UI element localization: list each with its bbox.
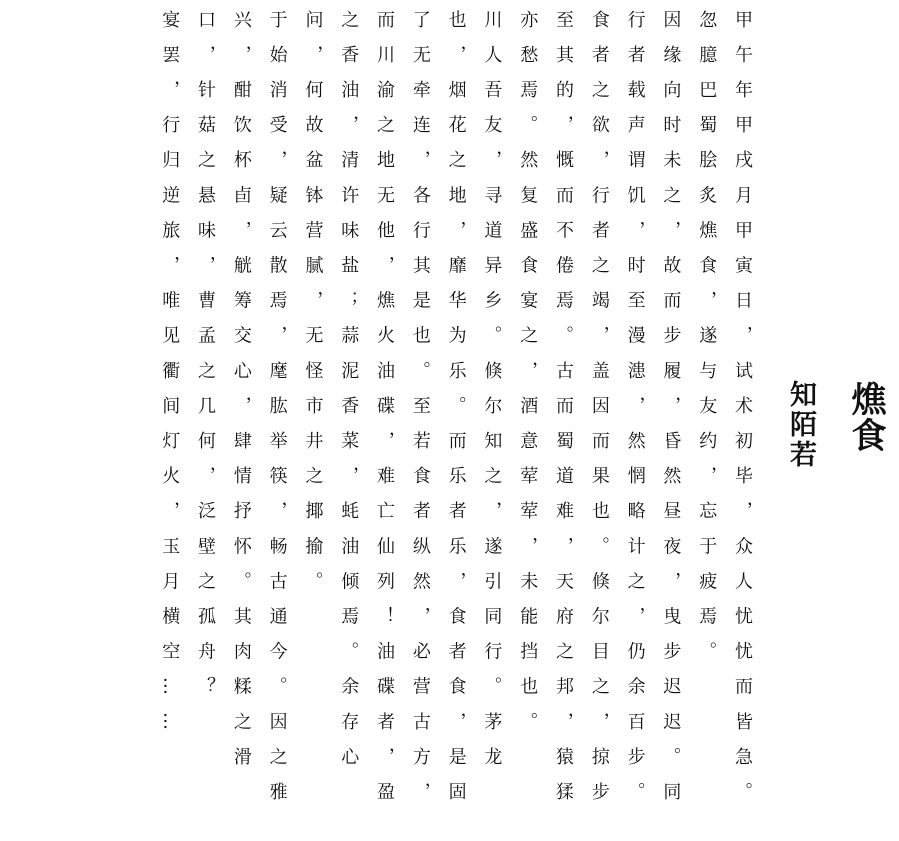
article-author: 知陌若 xyxy=(785,380,816,470)
article-title: 燋食 xyxy=(846,381,887,453)
article-body: 甲午年甲戌月甲寅日，试术初毕，众人忧忧而皆急。忽臆巴蜀脍炙燋食，遂与友约，忘于疲焉。 因缘向时未之，故而步履，昏然昼夜，曳步迟迟。同行者载声谓饥，时至漫漶，然惘略计之，仍余百步。 食者之欲，行者之竭，盖因而果也。倏尔目之，掠步至其的，慨而不倦焉。古而蜀道难，天府之邦，猿猱亦愁焉。然复盛食宴之，酒意荤荤，未能挡也。 川人吾友，寻道异乡。倏尔知之，遂引同行。茅龙也，烟花之地，靡华为乐。而乐者乐，食者食，是固了无牵连，各行其是也。至若食者纵然，必营古方，而川渝之地无他，燋火油碟，难亡仙列！油碟者，盈之香油，清许味盐；蒜泥香菜，蚝油倾焉。余存心问，何故盆钵营腻，无怪市井之揶揄。 于始消受，疑云散焉，麾肱举筷，畅古通今。因之雅兴，酣饮杯卣，觥筹交心，肆情抒怀。其肉糅之滑口，针菇之悬味，曹孟之几何，泛壁之孤舟？ 宴罢，行归逆旅，唯见衢间灯火，玉月横空…… xyxy=(159,10,753,818)
